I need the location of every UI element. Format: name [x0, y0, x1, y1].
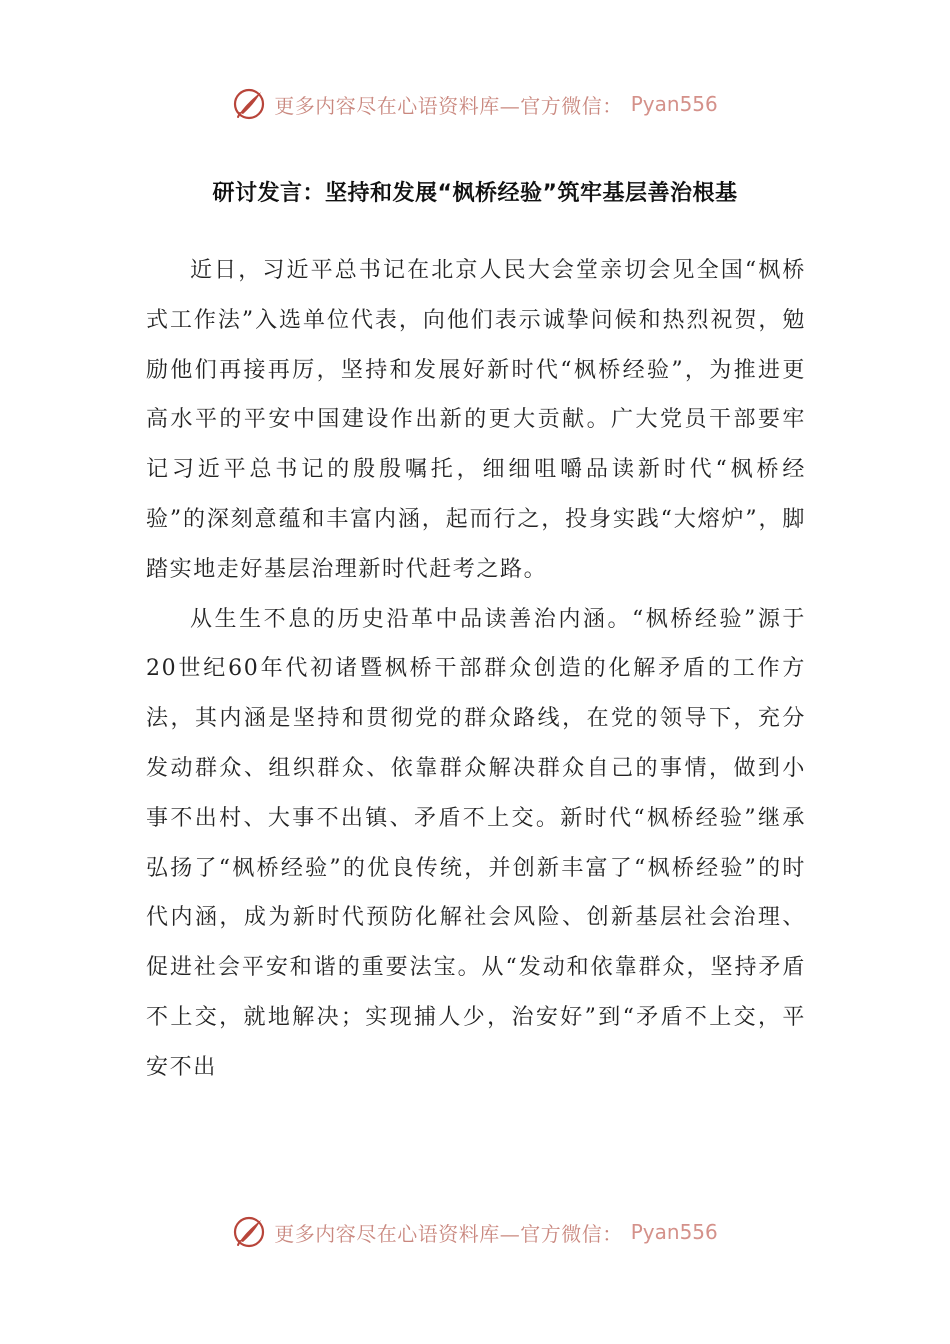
watermark-text: 更多内容尽在心语资料库—官方微信：	[274, 93, 623, 118]
footer-watermark	[0, 1212, 950, 1252]
header-watermark	[0, 84, 950, 124]
quill-pen-logo-icon	[232, 87, 266, 121]
watermark-contact: Pyan556	[630, 1220, 718, 1244]
watermark-text: 更多内容尽在心语资料库—官方微信：	[274, 1221, 623, 1246]
quill-pen-logo-icon	[232, 1215, 266, 1249]
document-title: 研讨发言：坚持和发展“枫桥经验”筑牢基层善治根基	[212, 181, 738, 206]
document-body	[146, 246, 806, 1093]
paragraph-2: 从生生不息的历史沿革中品读善治内涵。“枫桥经验”源于20世纪60年代初诸暨枫桥干部群众创造的化解矛盾的工作方法，其内涵是坚持和贯彻党的群众路线，在党的领导下，充分发动群众、组织群众、依靠群众解决群众自己的事情，做到小事不出村、大事不出镇、矛盾不上交。新时代“枫桥经验”继承弘扬了“枫桥经验”的优良传统，并创新丰富了“枫桥经验”的时代内涵，成为新时代预防化解社会风险、创新基层社会治理、促进社会平安和谐的重要法宝。从“发动和依靠群众，坚持矛盾不上交，就地解决；实现捕人少，治安好”到“矛盾不上交，平安不出	[146, 606, 806, 1080]
watermark-contact: Pyan556	[630, 92, 718, 116]
paragraph-1: 近日，习近平总书记在北京人民大会堂亲切会见全国“枫桥式工作法”入选单位代表，向他们表示诚挚问候和热烈祝贺，勉励他们再接再厉，坚持和发展好新时代“枫桥经验”，为推进更高水平的平安中国建设作出新的更大贡献。广大党员干部要牢记习近平总书记的殷殷嘱托，细细咀嚼品读新时代“枫桥经验”的深刻意蕴和丰富内涵，起而行之，投身实践“大熔炉”，脚踏实地走好基层治理新时代赶考之路。	[146, 258, 806, 582]
